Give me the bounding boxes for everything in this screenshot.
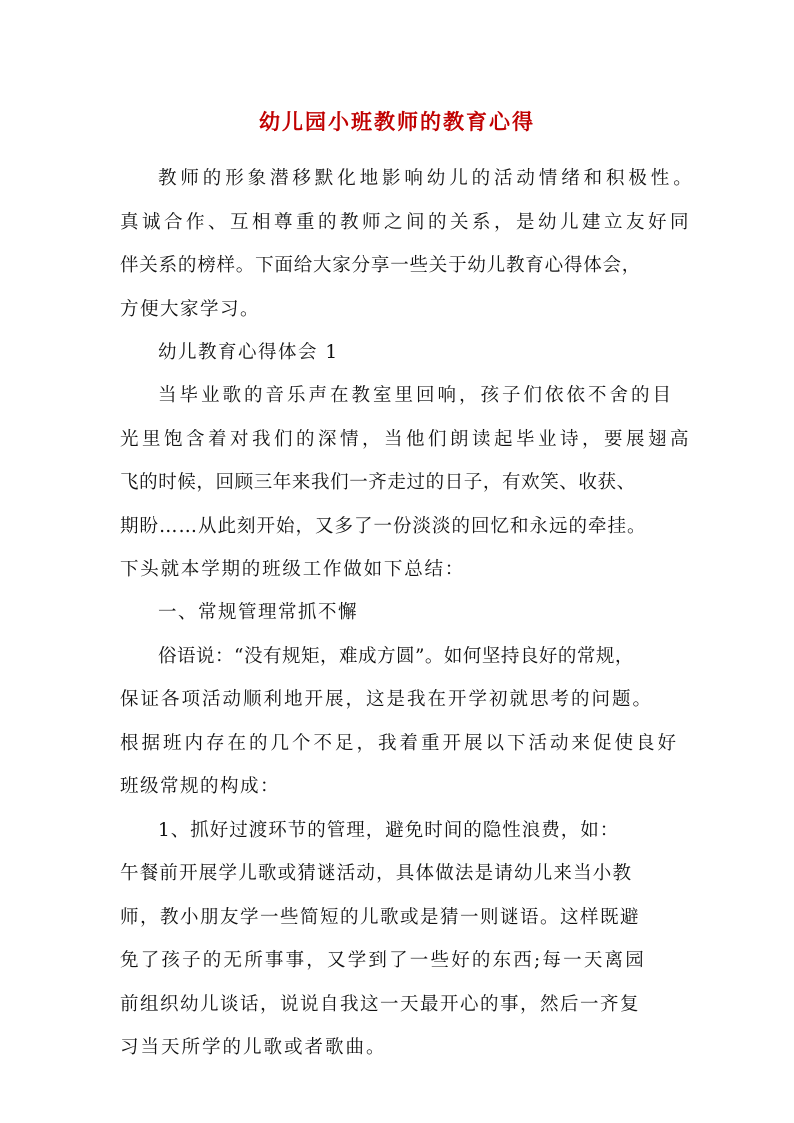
section-heading: 幼儿教育心得体会 1	[158, 342, 339, 363]
paragraph-line: 期盼……从此刻开始，又多了一份淡淡的回忆和永远的牵挂。	[120, 516, 647, 537]
paragraph-line: 下头就本学期的班级工作做如下总结：	[120, 559, 466, 580]
document-title: 幼儿园小班教师的教育心得	[259, 109, 535, 134]
paragraph-line: 教师的形象潜移默化地影响幼儿的活动情绪和积极性。	[158, 168, 696, 189]
paragraph-line: 方便大家学习。	[120, 299, 261, 320]
paragraph-line: 前组织幼儿谈话，说说自我这一天最开心的事，然后一齐复	[120, 994, 641, 1015]
paragraph-line: 当毕业歌的音乐声在教室里回响，孩子们依依不舍的目	[158, 385, 675, 406]
paragraph-line: 班级常规的构成：	[120, 776, 281, 797]
paragraph-line: 俗语说：“没有规矩，难成方圆”。如何坚持良好的常规，	[158, 646, 634, 667]
paragraph-line: 免了孩子的无所事事，又学到了一些好的东西;每一天离园	[120, 950, 646, 971]
paragraph-line: 光里饱含着对我们的深情，当他们朗读起毕业诗，要展翅高	[120, 429, 693, 450]
paragraph-line: 师，教小朋友学一些简短的儿歌或是猜一则谜语。这样既避	[120, 907, 641, 928]
paragraph-line: 1、抓好过渡环节的管理，避免时间的隐性浪费，如：	[158, 820, 620, 841]
paragraph-line: 午餐前开展学儿歌或猜谜活动，具体做法是请幼儿来当小教	[120, 863, 633, 884]
subsection-heading: 一、常规管理常抓不懈	[158, 602, 359, 623]
paragraph-line: 根据班内存在的几个不足，我着重开展以下活动来促使良好	[120, 733, 680, 754]
paragraph-line: 飞的时候，回顾三年来我们一齐走过的日子，有欢笑、收获、	[120, 472, 636, 493]
paragraph-line: 伴关系的榜样。下面给大家分享一些关于幼儿教育心得体会，	[120, 255, 642, 276]
paragraph-line: 保证各项活动顺利地开展，这是我在开学初就思考的问题。	[120, 689, 654, 710]
paragraph-line: 真诚合作、互相尊重的教师之间的关系，是幼儿建立友好同	[120, 212, 693, 233]
paragraph-line: 习当天所学的儿歌或者歌曲。	[120, 1037, 387, 1058]
